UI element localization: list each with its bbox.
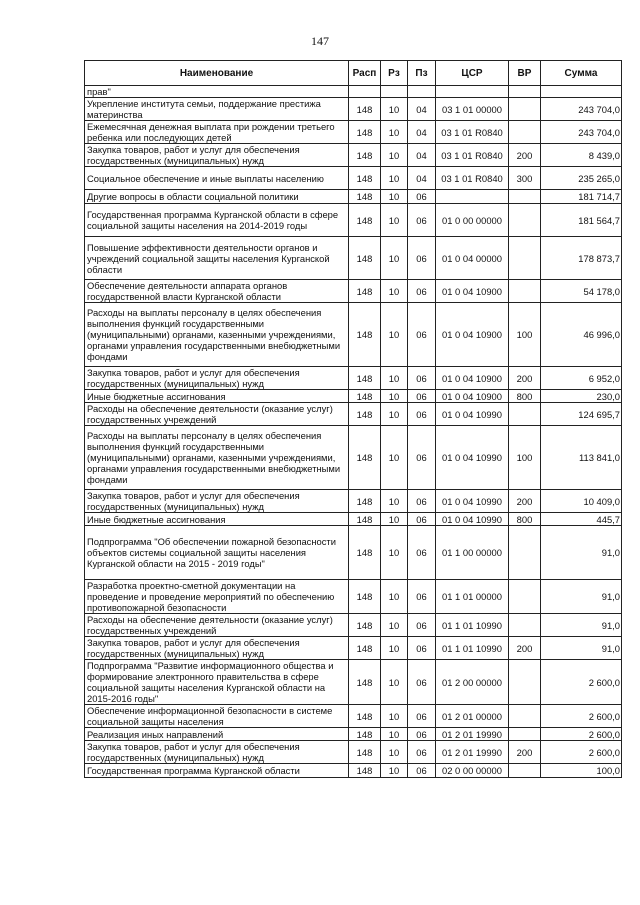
cell-vr: 300: [509, 167, 541, 190]
cell-vr: 200: [509, 637, 541, 660]
cell-pz: 06: [408, 303, 436, 367]
cell-name: Обеспечение информационной безопасности в системе социальной защиты населения: [85, 705, 349, 728]
cell-sum: [541, 86, 622, 98]
cell-csr: 01 2 01 19990: [436, 741, 509, 764]
cell-name: Закупка товаров, работ и услуг для обеспечения государственных (муниципальных) нужд: [85, 367, 349, 390]
cell-rasp: 148: [349, 98, 381, 121]
header-rasp: Расп: [349, 61, 381, 86]
cell-pz: 06: [408, 513, 436, 526]
cell-rz: [381, 86, 408, 98]
cell-csr: 01 2 01 19990: [436, 728, 509, 741]
cell-vr: 100: [509, 426, 541, 490]
cell-csr: 01 1 01 10990: [436, 637, 509, 660]
header-pz: Пз: [408, 61, 436, 86]
cell-rz: 10: [381, 660, 408, 705]
cell-name: Расходы на выплаты персоналу в целях обеспечения выполнения функций государственными (муниципальными) органами, казенными учреждениями, органами управления государственными внебюджетными фондами: [85, 303, 349, 367]
table-row: [85, 98, 622, 121]
cell-rasp: 148: [349, 426, 381, 490]
cell-sum: 113 841,0: [541, 426, 622, 490]
budget-table: [84, 60, 622, 778]
cell-sum: 2 600,0: [541, 728, 622, 741]
cell-rasp: 148: [349, 204, 381, 237]
cell-vr: [509, 121, 541, 144]
cell-pz: 06: [408, 280, 436, 303]
cell-name: Подпрограмма "Развитие информационного общества и формирование электронного правительства в сфере социальной защиты населения Курганской области на 2015-2016 годы": [85, 660, 349, 705]
cell-vr: [509, 98, 541, 121]
cell-name: прав": [85, 86, 349, 98]
cell-name: Социальное обеспечение и иные выплаты населению: [85, 167, 349, 190]
cell-pz: 06: [408, 190, 436, 204]
cell-rz: 10: [381, 190, 408, 204]
cell-vr: [509, 728, 541, 741]
cell-sum: 124 695,7: [541, 403, 622, 426]
cell-sum: 91,0: [541, 614, 622, 637]
cell-sum: 54 178,0: [541, 280, 622, 303]
cell-pz: 06: [408, 660, 436, 705]
cell-vr: [509, 580, 541, 614]
cell-pz: 06: [408, 390, 436, 403]
cell-rasp: 148: [349, 741, 381, 764]
table-row: [85, 728, 622, 741]
table-row: [85, 580, 622, 614]
cell-rasp: 148: [349, 764, 381, 778]
cell-vr: [509, 237, 541, 280]
cell-rz: 10: [381, 728, 408, 741]
cell-rasp: 148: [349, 614, 381, 637]
cell-pz: 06: [408, 705, 436, 728]
cell-sum: 10 409,0: [541, 490, 622, 513]
cell-pz: 06: [408, 367, 436, 390]
cell-csr: 01 0 04 10900: [436, 303, 509, 367]
cell-rz: 10: [381, 98, 408, 121]
cell-name: Государственная программа Курганской области в сфере социальной защиты населения на 2014-2019 годы: [85, 204, 349, 237]
cell-pz: 04: [408, 167, 436, 190]
cell-vr: [509, 660, 541, 705]
cell-csr: 01 1 00 00000: [436, 526, 509, 580]
cell-pz: 04: [408, 121, 436, 144]
cell-sum: 178 873,7: [541, 237, 622, 280]
cell-name: Закупка товаров, работ и услуг для обеспечения государственных (муниципальных) нужд: [85, 741, 349, 764]
cell-vr: 800: [509, 513, 541, 526]
cell-rz: 10: [381, 167, 408, 190]
table-row: [85, 86, 622, 98]
cell-name: Иные бюджетные ассигнования: [85, 390, 349, 403]
cell-rasp: [349, 86, 381, 98]
cell-csr: 01 0 04 10990: [436, 490, 509, 513]
cell-rasp: 148: [349, 280, 381, 303]
cell-rasp: 148: [349, 705, 381, 728]
cell-name: Расходы на обеспечение деятельности (оказание услуг) государственных учреждений: [85, 403, 349, 426]
cell-rz: 10: [381, 303, 408, 367]
cell-vr: [509, 705, 541, 728]
cell-pz: 06: [408, 237, 436, 280]
cell-pz: 04: [408, 98, 436, 121]
cell-sum: 46 996,0: [541, 303, 622, 367]
cell-sum: 243 704,0: [541, 98, 622, 121]
cell-csr: [436, 190, 509, 204]
cell-csr: 01 0 04 10900: [436, 280, 509, 303]
header-rz: Рз: [381, 61, 408, 86]
cell-csr: 01 0 04 00000: [436, 237, 509, 280]
cell-name: Укрепление института семьи, поддержание престижа материнства: [85, 98, 349, 121]
cell-name: Иные бюджетные ассигнования: [85, 513, 349, 526]
table-row: [85, 121, 622, 144]
cell-name: Государственная программа Курганской области: [85, 764, 349, 778]
cell-sum: 2 600,0: [541, 660, 622, 705]
cell-csr: 01 0 04 10990: [436, 513, 509, 526]
cell-pz: 06: [408, 490, 436, 513]
cell-pz: 06: [408, 614, 436, 637]
cell-sum: 6 952,0: [541, 367, 622, 390]
cell-pz: 06: [408, 426, 436, 490]
cell-sum: 91,0: [541, 580, 622, 614]
cell-csr: 01 1 01 00000: [436, 580, 509, 614]
cell-rasp: 148: [349, 167, 381, 190]
cell-rz: 10: [381, 390, 408, 403]
cell-rz: 10: [381, 237, 408, 280]
cell-vr: 200: [509, 367, 541, 390]
cell-csr: 01 0 04 10990: [436, 426, 509, 490]
cell-rz: 10: [381, 367, 408, 390]
cell-rasp: 148: [349, 390, 381, 403]
cell-vr: 100: [509, 303, 541, 367]
table-row: [85, 190, 622, 204]
cell-pz: 06: [408, 728, 436, 741]
table-row: [85, 390, 622, 403]
cell-vr: 200: [509, 490, 541, 513]
cell-rz: 10: [381, 280, 408, 303]
cell-name: Закупка товаров, работ и услуг для обеспечения государственных (муниципальных) нужд: [85, 637, 349, 660]
cell-sum: 181 714,7: [541, 190, 622, 204]
cell-rasp: 148: [349, 637, 381, 660]
cell-csr: 03 1 01 R0840: [436, 144, 509, 167]
cell-rasp: 148: [349, 526, 381, 580]
cell-csr: 01 1 01 10990: [436, 614, 509, 637]
cell-csr: 01 0 04 10900: [436, 390, 509, 403]
cell-vr: 200: [509, 144, 541, 167]
table-row: [85, 705, 622, 728]
cell-name: Расходы на выплаты персоналу в целях обеспечения выполнения функций государственными (муниципальными) органами, казенными учреждениями, органами управления государственными внебюджетными фондами: [85, 426, 349, 490]
cell-pz: 06: [408, 403, 436, 426]
header-name: Наименование: [85, 61, 349, 86]
table-row: [85, 490, 622, 513]
cell-name: Разработка проектно-сметной документации на проведение и проведение мероприятий по обеспечению противопожарной безопасности: [85, 580, 349, 614]
cell-vr: [509, 764, 541, 778]
table-row: [85, 637, 622, 660]
cell-rasp: 148: [349, 303, 381, 367]
cell-vr: [509, 403, 541, 426]
table-row: [85, 280, 622, 303]
cell-sum: 91,0: [541, 637, 622, 660]
cell-name: Расходы на обеспечение деятельности (оказание услуг) государственных учреждений: [85, 614, 349, 637]
table-row: [85, 204, 622, 237]
table-row: [85, 741, 622, 764]
page-number: 147: [311, 34, 329, 48]
header-vr: ВР: [509, 61, 541, 86]
cell-rz: 10: [381, 637, 408, 660]
cell-name: Обеспечение деятельности аппарата органов государственной власти Курганской области: [85, 280, 349, 303]
cell-rasp: 148: [349, 728, 381, 741]
cell-vr: [509, 526, 541, 580]
cell-csr: 01 0 04 10990: [436, 403, 509, 426]
cell-sum: 181 564,7: [541, 204, 622, 237]
cell-name: Ежемесячная денежная выплата при рождении третьего ребенка или последующих детей: [85, 121, 349, 144]
cell-csr: [436, 86, 509, 98]
cell-csr: 03 1 01 R0840: [436, 121, 509, 144]
cell-sum: 2 600,0: [541, 705, 622, 728]
cell-csr: 03 1 01 R0840: [436, 167, 509, 190]
table-row: [85, 660, 622, 705]
cell-vr: [509, 280, 541, 303]
cell-rasp: 148: [349, 490, 381, 513]
table-row: [85, 403, 622, 426]
cell-rz: 10: [381, 490, 408, 513]
cell-vr: 200: [509, 741, 541, 764]
cell-rz: 10: [381, 204, 408, 237]
cell-sum: 2 600,0: [541, 741, 622, 764]
cell-pz: [408, 86, 436, 98]
cell-csr: 01 0 04 10900: [436, 367, 509, 390]
header-sum: Сумма: [541, 61, 622, 86]
cell-vr: [509, 614, 541, 637]
cell-rasp: 148: [349, 580, 381, 614]
cell-vr: [509, 204, 541, 237]
cell-rz: 10: [381, 403, 408, 426]
cell-pz: 04: [408, 144, 436, 167]
cell-rasp: 148: [349, 660, 381, 705]
table-row: [85, 526, 622, 580]
cell-rasp: 148: [349, 144, 381, 167]
table-row: [85, 167, 622, 190]
cell-pz: 06: [408, 764, 436, 778]
cell-rasp: 148: [349, 121, 381, 144]
table-row: [85, 303, 622, 367]
table-row: [85, 513, 622, 526]
cell-name: Повышение эффективности деятельности органов и учреждений социальной защиты населения Курганской области: [85, 237, 349, 280]
cell-rz: 10: [381, 144, 408, 167]
cell-csr: 01 2 01 00000: [436, 705, 509, 728]
cell-rasp: 148: [349, 403, 381, 426]
cell-rz: 10: [381, 513, 408, 526]
cell-rz: 10: [381, 614, 408, 637]
cell-rasp: 148: [349, 367, 381, 390]
cell-vr: [509, 86, 541, 98]
cell-csr: 02 0 00 00000: [436, 764, 509, 778]
cell-csr: 01 2 00 00000: [436, 660, 509, 705]
cell-pz: 06: [408, 741, 436, 764]
cell-rz: 10: [381, 741, 408, 764]
cell-rz: 10: [381, 121, 408, 144]
cell-sum: 243 704,0: [541, 121, 622, 144]
cell-vr: 800: [509, 390, 541, 403]
cell-rz: 10: [381, 426, 408, 490]
cell-sum: 91,0: [541, 526, 622, 580]
table-row: [85, 237, 622, 280]
cell-name: Реализация иных направлений: [85, 728, 349, 741]
table-row: [85, 614, 622, 637]
cell-sum: 8 439,0: [541, 144, 622, 167]
cell-rasp: 148: [349, 513, 381, 526]
table-row: [85, 764, 622, 778]
cell-rasp: 148: [349, 237, 381, 280]
cell-rz: 10: [381, 526, 408, 580]
header-csr: ЦСР: [436, 61, 509, 86]
cell-name: Другие вопросы в области социальной политики: [85, 190, 349, 204]
cell-csr: 01 0 00 00000: [436, 204, 509, 237]
cell-rz: 10: [381, 705, 408, 728]
cell-sum: 235 265,0: [541, 167, 622, 190]
table-row: [85, 367, 622, 390]
cell-name: Закупка товаров, работ и услуг для обеспечения государственных (муниципальных) нужд: [85, 144, 349, 167]
cell-sum: 230,0: [541, 390, 622, 403]
header-row: [85, 61, 622, 86]
cell-pz: 06: [408, 637, 436, 660]
table-row: [85, 144, 622, 167]
cell-rz: 10: [381, 580, 408, 614]
cell-pz: 06: [408, 580, 436, 614]
cell-pz: 06: [408, 526, 436, 580]
cell-name: Подпрограмма "Об обеспечении пожарной безопасности объектов системы социальной защиты населения Курганской области на 2015 - 2019 годы": [85, 526, 349, 580]
cell-name: Закупка товаров, работ и услуг для обеспечения государственных (муниципальных) нужд: [85, 490, 349, 513]
cell-vr: [509, 190, 541, 204]
cell-pz: 06: [408, 204, 436, 237]
cell-sum: 445,7: [541, 513, 622, 526]
cell-rasp: 148: [349, 190, 381, 204]
cell-csr: 03 1 01 00000: [436, 98, 509, 121]
table-row: [85, 426, 622, 490]
cell-rz: 10: [381, 764, 408, 778]
cell-sum: 100,0: [541, 764, 622, 778]
